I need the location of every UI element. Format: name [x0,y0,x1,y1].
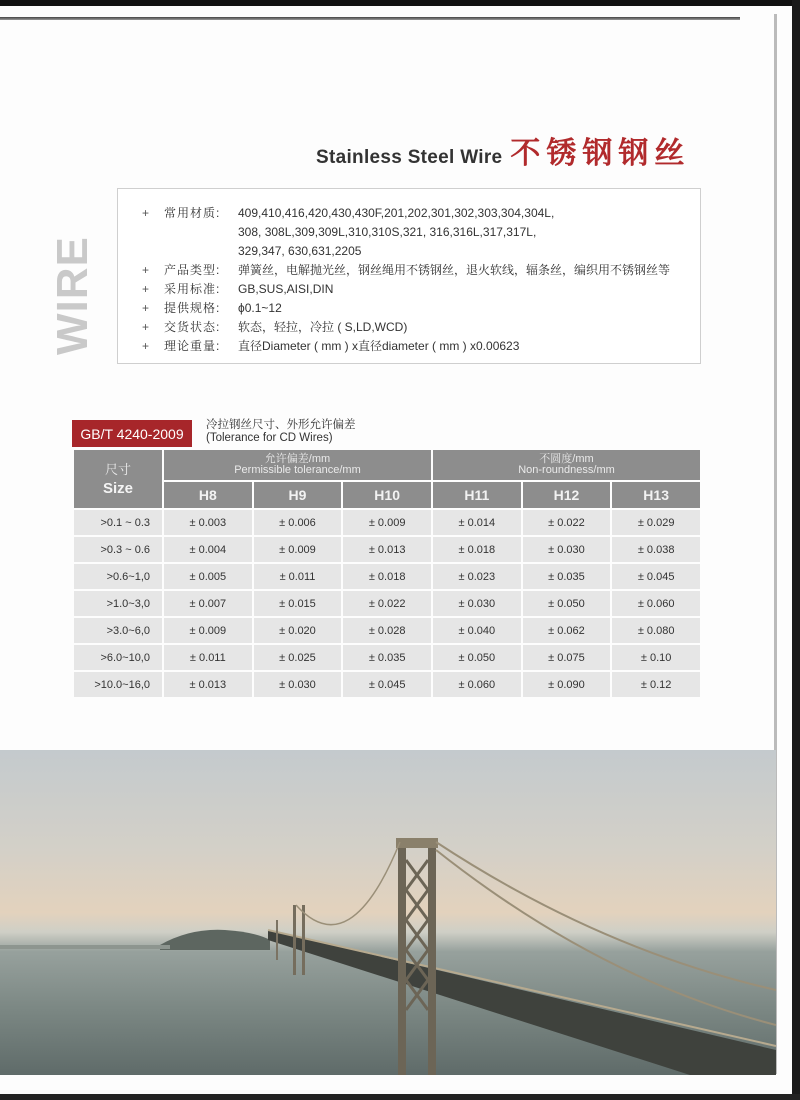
tolerance-cell: ± 0.029 [611,509,701,536]
plus-bullet-icon: + [142,320,150,334]
distant-tower [276,920,278,960]
tolerance-cell: ± 0.10 [611,644,701,671]
group-header-chinese: 允许偏差/mm [264,453,331,465]
info-value-line: ϕ0.1~12 [238,301,282,315]
page-edge-top [0,17,740,20]
tolerance-cell: ± 0.006 [253,509,343,536]
tolerance-cell: ± 0.023 [432,563,522,590]
info-value [238,204,678,261]
product-info-box [117,188,701,364]
info-value-line: 409,410,416,420,430,430F,201,202,301,302,303,304,304L, [238,206,555,220]
tolerance-cell: ± 0.005 [163,563,253,590]
far-tower [302,905,305,975]
product-info-list [142,204,678,356]
scan-border-bottom [0,1094,800,1100]
info-row-theoretical-weight [142,337,678,356]
tolerance-cell: ± 0.030 [253,671,343,698]
info-row-delivery-state [142,318,678,337]
info-row-product-type [142,261,678,280]
info-value-line: GB,SUS,AISI,DIN [238,282,334,296]
info-value-line: 弹簧丝，电解抛光丝，钢丝绳用不锈钢丝，退火软线，辐条丝，编织用不锈钢丝等 [238,263,671,277]
tolerance-cell: ± 0.003 [163,509,253,536]
tolerance-cell: ± 0.004 [163,536,253,563]
tolerance-cell: ± 0.062 [522,617,612,644]
info-value-line: 直径Diameter ( mm ) x直径diameter ( mm ) x0.00623 [238,339,520,353]
table-row [73,509,701,536]
main-tower-top [396,838,438,848]
tolerance-cell: ± 0.013 [342,536,432,563]
tolerance-cell: ± 0.018 [432,536,522,563]
tolerance-cell: ± 0.035 [522,563,612,590]
tolerance-cell: ± 0.12 [611,671,701,698]
info-value-line: 329,347, 630,631,2205 [238,244,362,258]
plus-bullet-icon: + [142,263,150,277]
info-label: 产品类型: [164,263,221,277]
tolerance-cell: ± 0.011 [163,644,253,671]
tolerance-table [72,448,702,699]
tolerance-cell: ± 0.060 [432,671,522,698]
group-header-english: Permissible tolerance/mm [234,464,361,476]
tolerance-cell: ± 0.090 [522,671,612,698]
tolerance-cell: ± 0.009 [342,509,432,536]
info-value [238,280,678,299]
info-label: 交货状态: [164,320,221,334]
plus-bullet-icon: + [142,339,150,353]
table-row [73,671,701,698]
grade-header-row [73,481,701,509]
grade-header: H8 [163,481,253,509]
plus-bullet-icon: + [142,206,150,220]
table-caption [206,419,356,445]
bridge-photo [0,750,776,1075]
table-caption-english: (Tolerance for CD Wires) [206,432,333,444]
tolerance-cell: ± 0.028 [342,617,432,644]
size-column-header [73,449,163,509]
tolerance-cell: ± 0.018 [342,563,432,590]
tolerance-cell: ± 0.025 [253,644,343,671]
table-row [73,536,701,563]
size-cell: >0.3 ~ 0.6 [73,536,163,563]
tolerance-cell: ± 0.080 [611,617,701,644]
tolerance-cell: ± 0.011 [253,563,343,590]
table-row [73,617,701,644]
suspension-bridge-illustration [0,750,776,1075]
group-header-chinese: 不圆度/mm [539,453,594,465]
tolerance-cell: ± 0.009 [253,536,343,563]
info-value [238,337,678,356]
non-roundness-header [432,449,701,481]
table-row [73,644,701,671]
tolerance-cell: ± 0.060 [611,590,701,617]
tolerance-cell: ± 0.030 [432,590,522,617]
tolerance-cell: ± 0.075 [522,644,612,671]
table-row [73,590,701,617]
size-cell: >6.0~10,0 [73,644,163,671]
info-label: 采用标准: [164,282,221,296]
info-value-line: 软态，轻拉，冷拉 ( S,LD,WCD) [238,320,408,334]
tolerance-cell: ± 0.050 [522,590,612,617]
page-title [316,128,690,172]
table-row [73,563,701,590]
main-tower-right-leg [428,840,436,1075]
info-value-line: 308, 308L,309,309L,310,310S,321, 316,316L,317,317L, [238,225,537,239]
island-shape [160,930,270,950]
size-header-chinese: 尺寸 [104,462,131,477]
side-label-wire: WIRE [48,236,97,355]
tolerance-cell: ± 0.045 [611,563,701,590]
info-row-specifications [142,299,678,318]
tolerance-cell: ± 0.022 [522,509,612,536]
tolerance-cell: ± 0.009 [163,617,253,644]
page-title-chinese: 不锈钢钢丝 [510,137,691,170]
size-cell: >1.0~3,0 [73,590,163,617]
far-tower [293,905,296,975]
size-header-english: Size [102,480,133,497]
tolerance-cell: ± 0.038 [611,536,701,563]
main-cable [296,842,400,925]
grade-header: H12 [522,481,612,509]
scan-border-right [792,0,800,1100]
scan-border-top [0,0,800,6]
size-cell: >0.1 ~ 0.3 [73,509,163,536]
tolerance-cell: ± 0.045 [342,671,432,698]
far-shoreline [0,945,170,949]
info-value [238,299,678,318]
bridge-deck [268,930,776,1075]
tolerance-cell: ± 0.035 [342,644,432,671]
info-label: 常用材质: [164,206,221,220]
info-row-materials [142,204,678,261]
info-value [238,318,678,337]
info-label: 提供规格: [164,301,221,315]
tolerance-cell: ± 0.050 [432,644,522,671]
grade-header: H13 [611,481,701,509]
tolerance-cell: ± 0.007 [163,590,253,617]
tolerance-cell: ± 0.013 [163,671,253,698]
size-cell: >3.0~6,0 [73,617,163,644]
permissible-tolerance-header [163,449,432,481]
info-value [238,261,678,280]
plus-bullet-icon: + [142,301,150,315]
main-cable [436,842,776,990]
size-cell: >10.0~16,0 [73,671,163,698]
grade-header: H11 [432,481,522,509]
standard-badge: GB/T 4240-2009 [72,420,192,447]
grade-header: H9 [253,481,343,509]
plus-bullet-icon: + [142,282,150,296]
size-cell: >0.6~1,0 [73,563,163,590]
group-header-english: Non-roundness/mm [518,464,615,476]
page-title-english: Stainless Steel Wire [316,147,503,168]
deck-edge [268,930,776,1046]
tolerance-cell: ± 0.022 [342,590,432,617]
info-row-standards [142,280,678,299]
tolerance-cell: ± 0.014 [432,509,522,536]
tolerance-cell: ± 0.040 [432,617,522,644]
tolerance-cell: ± 0.020 [253,617,343,644]
table-caption-chinese: 冷拉钢丝尺寸、外形允许偏差 [206,419,356,431]
info-label: 理论重量: [164,339,221,353]
tolerance-cell: ± 0.015 [253,590,343,617]
table-header-row [73,449,701,481]
tolerance-cell: ± 0.030 [522,536,612,563]
main-tower-left-leg [398,840,406,1075]
grade-header: H10 [342,481,432,509]
